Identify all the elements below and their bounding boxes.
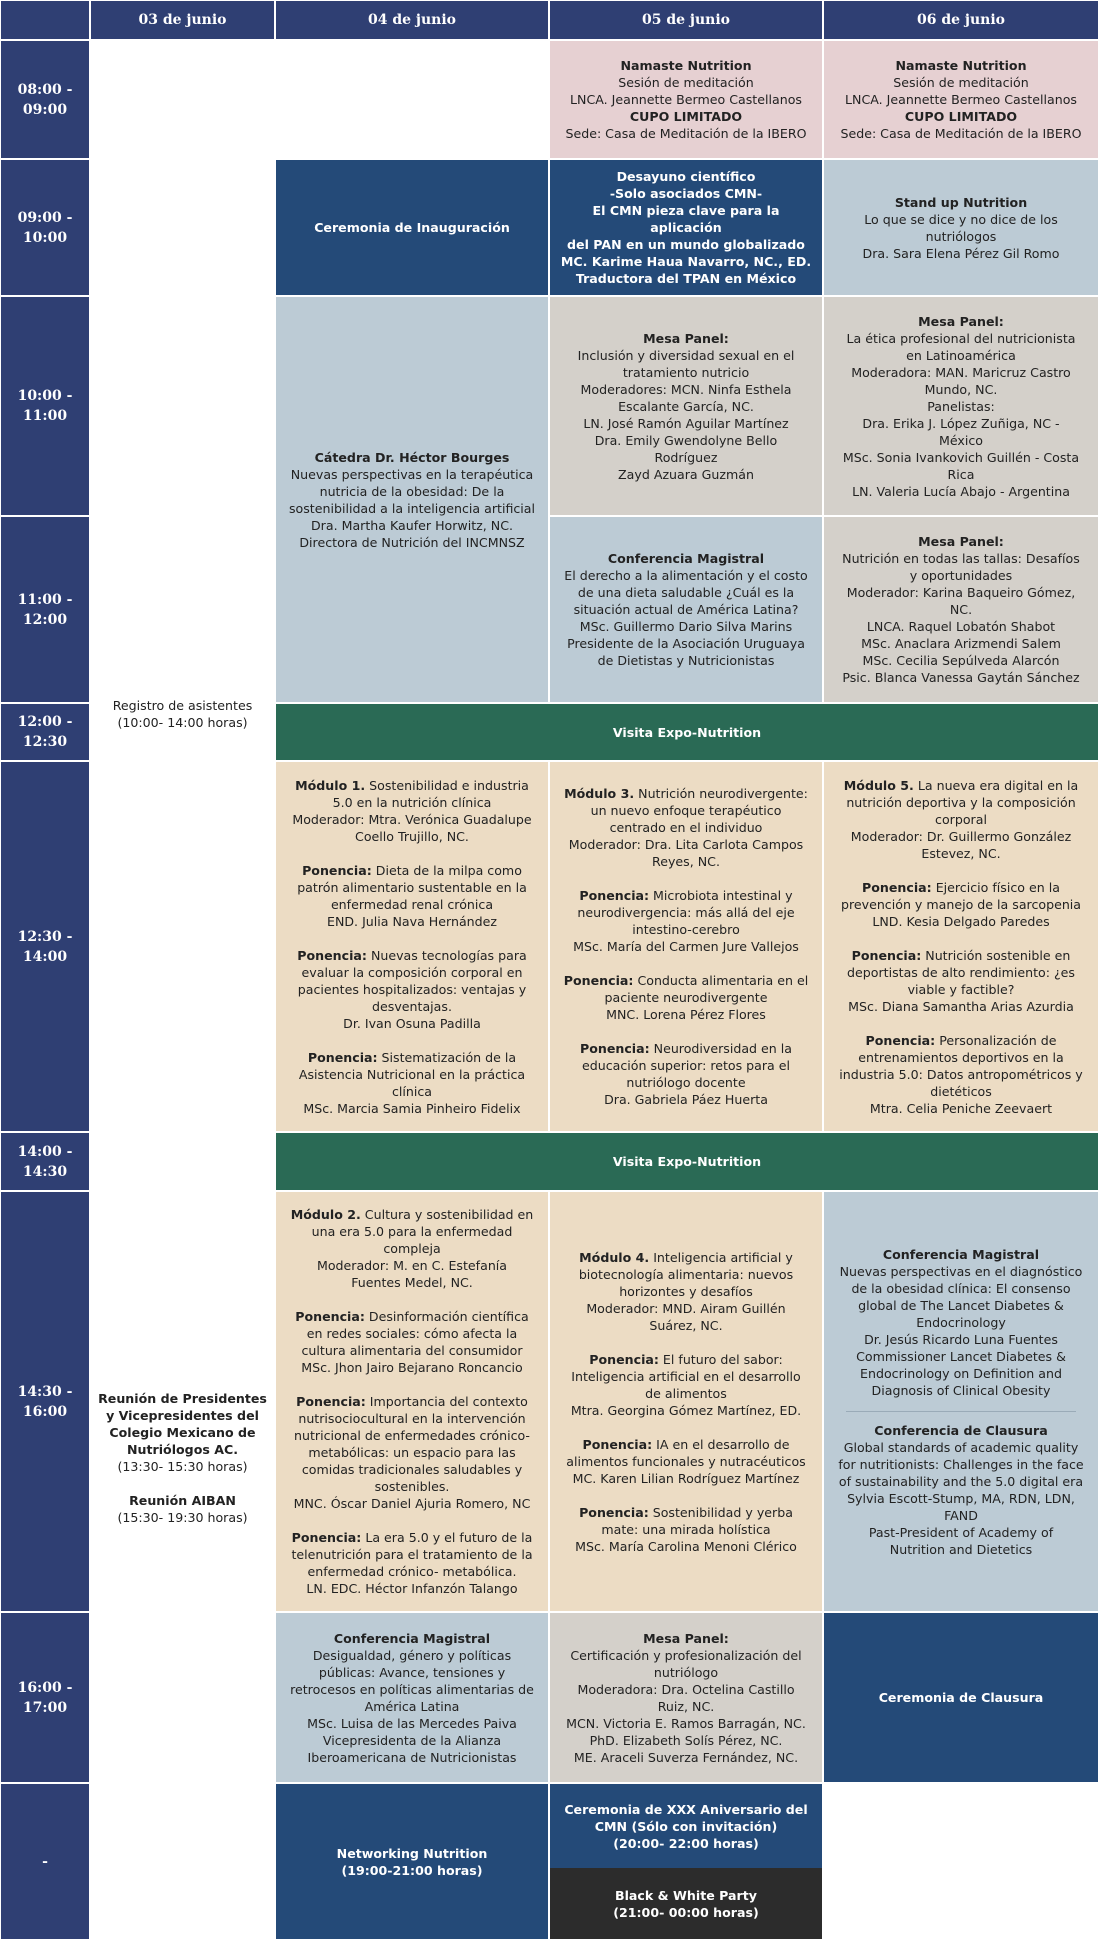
module-label: Módulo 2. <box>290 1207 361 1222</box>
event-line: públicas: Avance, tensiones y <box>318 1664 506 1680</box>
ponencia-label: Ponencia: <box>851 947 922 963</box>
event-line: patrón alimentario sustentable en la <box>297 879 527 895</box>
event-line: Inclusión y diversidad sexual en el <box>577 347 795 363</box>
event-line: sostenibles. <box>374 1479 450 1494</box>
event-line: educación superior: retos para el <box>581 1058 791 1073</box>
event-line: MSc. Guillermo Dario Silva Marins <box>579 619 793 634</box>
time-label: 14:00 - 14:30 <box>17 1143 73 1180</box>
event-line: CMN (Sólo con invitación) <box>594 1818 778 1834</box>
event-line: MSc. Diana Samantha Arias Azurdia <box>848 998 1074 1014</box>
event-line: intestino-cerebro <box>632 922 740 937</box>
event-title: Conferencia Magistral <box>882 1246 1040 1262</box>
day05-conferencia-magistral-1100 <box>550 517 822 702</box>
time-label: 14:30 - 16:00 <box>17 1383 73 1420</box>
day03-empty-morning <box>91 41 274 295</box>
ponencia-label: Ponencia: <box>302 862 372 878</box>
time-label: 12:00 - 12:30 <box>17 714 73 750</box>
event-line: México <box>939 432 983 448</box>
event-line: El futuro del sabor: <box>658 1351 783 1367</box>
event-line: MC. Karime Haua Navarro, NC., ED. <box>560 254 812 269</box>
event-title: Visita Expo-Nutrition <box>612 1154 762 1169</box>
day04-modulo-2 <box>276 1192 548 1611</box>
event-line: Reyes, NC. <box>652 854 720 869</box>
event-line: Moderador: M. en C. Estefanía <box>316 1258 508 1273</box>
day05-ceremonia-aniversario <box>550 1784 822 1868</box>
event-line: Moderador: Karina Baqueiro Gómez, <box>846 585 1076 600</box>
event-line: MNC. Óscar Daniel Ajuria Romero, NC <box>293 1496 531 1511</box>
event-line: MSc. Anaclara Arizmendi Salem <box>861 636 1061 651</box>
event-line: dietéticos <box>930 1083 992 1099</box>
event-line: LNCA. Raquel Lobatón Shabot <box>866 619 1056 634</box>
reunion-line: y Vicepresidentes del <box>106 1407 259 1423</box>
event-line: LN. José Ramón Aguilar Martínez <box>583 415 789 431</box>
event-line: Dr. Jesús Ricardo Luna Fuentes <box>864 1331 1058 1347</box>
time-label: 11:00 - 12:00 <box>17 591 73 628</box>
event-line: industria 5.0: Datos antropométricos y <box>839 1066 1083 1082</box>
event-line: paciente neurodivergente <box>604 990 768 1005</box>
event-line: situación actual de América Latina? <box>573 602 799 617</box>
event-line: Moderador: Mtra. Verónica Guadalupe <box>292 811 532 827</box>
event-line: NC. <box>949 602 973 617</box>
event-line: prevención y manejo de la sarcopenia <box>840 896 1082 912</box>
event-line: Diagnosis of Clinical Obesity <box>871 1382 1051 1398</box>
event-hours: (19:00-21:00 horas) <box>341 1862 483 1878</box>
ponencia-label: Ponencia: <box>862 879 932 895</box>
event-line: Directora de Nutrición del INCMNSZ <box>299 534 525 550</box>
event-title: Mesa Panel: <box>918 534 1004 549</box>
event-line: de Dietistas y Nutricionistas <box>597 653 775 668</box>
event-line: Sostenibilidad y yerba <box>648 1504 793 1520</box>
ponencia-label: Ponencia: <box>297 947 367 963</box>
event-line: Zayd Azuara Guzmán <box>618 466 754 482</box>
event-line: El derecho a la alimentación y el costo <box>564 568 808 583</box>
ponencia-label: Ponencia: <box>295 1309 365 1324</box>
event-line: CUPO LIMITADO <box>629 109 743 124</box>
event-line: MCN. Victoria E. Ramos Barragán, NC. <box>566 1715 806 1731</box>
event-line: compleja <box>383 1241 441 1256</box>
event-line: MSc. Luisa de las Mercedes Paiva <box>307 1715 517 1731</box>
event-title: Stand up Nutrition <box>894 194 1028 210</box>
time-slot-evening <box>1 1784 89 1939</box>
event-title: Namaste Nutrition <box>895 58 1027 73</box>
event-line: Inteligencia artificial y <box>649 1249 793 1265</box>
day06-namaste <box>824 41 1098 158</box>
header-day-06 <box>824 1 1098 39</box>
event-line: Conducta alimentaria en el <box>633 973 809 988</box>
day04-empty-0800 <box>276 41 548 158</box>
event-title: Ceremonia de Inauguración <box>314 220 510 235</box>
event-line: Microbiota intestinal y <box>649 888 793 903</box>
event-line: mate: una mirada holística <box>601 1521 771 1537</box>
event-line: América Latina <box>364 1698 460 1714</box>
module-label: Módulo 5. <box>843 777 914 793</box>
event-line: CUPO LIMITADO <box>904 109 1018 124</box>
event-line: Sede: Casa de Meditación de la IBERO <box>840 126 1082 141</box>
event-line: nutrisociocultural en la intervención <box>298 1411 526 1426</box>
event-line: LN. EDC. Héctor Infanzón Talango <box>306 1581 518 1596</box>
event-line: MNC. Lorena Pérez Flores <box>606 1007 766 1022</box>
day06-mesa-panel-1100 <box>824 517 1098 702</box>
event-line: Escalante García, NC. <box>618 398 754 414</box>
event-line: Coello Trujillo, NC. <box>355 828 469 844</box>
event-title: Desayuno científico <box>616 169 756 184</box>
event-title: Mesa Panel: <box>918 313 1004 329</box>
event-line: -Solo asociados CMN- <box>609 186 763 201</box>
event-title: Black & White Party <box>615 1887 757 1903</box>
ponencia-label: Ponencia: <box>582 1436 653 1452</box>
event-line: Certificación y profesionalización del <box>570 1647 802 1663</box>
event-title: Conferencia Magistral <box>607 551 765 566</box>
time-label: 09:00 - 10:00 <box>17 209 73 246</box>
event-line: viable y factible? <box>907 981 1015 997</box>
module-label: Módulo 4. <box>579 1249 650 1265</box>
day05-modulo-4 <box>550 1192 822 1611</box>
event-line: Suárez, NC. <box>649 1317 723 1333</box>
day05-black-white-party <box>550 1868 822 1939</box>
event-line: Rodríguez <box>654 449 718 465</box>
event-line: Fuentes Medel, NC. <box>351 1275 473 1290</box>
event-line: Nutrición en todas las tallas: Desafíos <box>842 551 1080 566</box>
event-line: horizontes y desafíos <box>619 1283 753 1299</box>
event-line: telenutrición para el tratamiento de la <box>291 1547 533 1562</box>
event-line: Psic. Blanca Vanessa Gaytán Sánchez <box>842 670 1080 685</box>
ponencia-label: Ponencia: <box>563 973 634 988</box>
time-slot-1600 <box>1 1613 89 1782</box>
day06-empty-evening <box>824 1784 1098 1939</box>
event-line: Ejercicio físico en la <box>931 879 1060 895</box>
event-line: Dra. Emily Gwendolyne Bello <box>594 432 778 448</box>
event-line: una era 5.0 para la enfermedad <box>311 1224 513 1239</box>
event-line: Mtra. Celia Peniche Zeevaert <box>869 1100 1053 1116</box>
event-title: Mesa Panel: <box>643 330 729 346</box>
event-line: comidas tradicionales saludables y <box>301 1462 523 1477</box>
header-corner <box>1 1 89 39</box>
event-line: sostenibilidad a la inteligencia artificial <box>288 500 536 516</box>
event-line: IA en el desarrollo de <box>652 1436 790 1452</box>
event-title: Ceremonia de Clausura <box>878 1690 1044 1705</box>
event-line: Neurodiversidad en la <box>649 1041 793 1056</box>
event-line: Dra. Sara Elena Pérez Gil Romo <box>862 245 1060 261</box>
event-line: Nutrition and Dietetics <box>889 1541 1033 1557</box>
day06-ceremonia-clausura <box>824 1613 1098 1782</box>
time-slot-1000 <box>1 297 89 515</box>
time-slot-1430 <box>1 1192 89 1611</box>
registro-title: Registro de asistentes <box>112 698 253 713</box>
event-line: nutrición deportiva y la composición <box>846 794 1076 810</box>
reunion-aiban-title: Reunión AIBAN <box>129 1492 236 1508</box>
event-title: Namaste Nutrition <box>620 58 752 73</box>
ponencia-label: Ponencia: <box>865 1032 936 1048</box>
ponencia-label: Ponencia: <box>579 888 650 903</box>
day05-desayuno-cientifico <box>550 160 822 295</box>
day05-modulo-3 <box>550 762 822 1131</box>
event-line: El CMN pieza clave para la aplicación <box>592 203 780 235</box>
header-label: 03 de junio <box>138 11 227 28</box>
time-label: 12:30 - 14:00 <box>17 928 73 965</box>
event-line: en Latinoamérica <box>906 347 1016 363</box>
event-line: Sesión de meditación <box>893 75 1029 90</box>
event-line: un nuevo enfoque terapéutico <box>590 803 782 818</box>
day06-mesa-panel-1000 <box>824 297 1098 515</box>
event-line: MSc. Cecilia Sepúlveda Alarcón <box>862 653 1060 668</box>
event-line: Nutrición neurodivergente: <box>634 786 808 801</box>
event-line: Moderador: Dra. Lita Carlota Campos <box>568 837 804 852</box>
event-line: Moderador: Dr. Guillermo González <box>850 828 1072 844</box>
event-line: clínica <box>391 1083 433 1099</box>
event-line: La ética profesional del nutricionista <box>846 330 1076 346</box>
event-line: Sesión de meditación <box>618 75 754 90</box>
day04-networking <box>276 1784 548 1939</box>
divider <box>846 1411 1077 1412</box>
event-line: Lo que se dice y no dice de los <box>864 211 1058 227</box>
event-line: La era 5.0 y el futuro de la <box>361 1530 533 1545</box>
event-line: cultura alimentaria del consumidor <box>301 1343 523 1358</box>
visita-expo-1200 <box>276 704 1098 760</box>
reunion-aiban-hours: (15:30- 19:30 horas) <box>117 1509 248 1525</box>
event-line: Commissioner Lancet Diabetes & <box>856 1348 1066 1364</box>
event-line: nutriólogos <box>925 228 997 244</box>
event-line: Nuevas tecnologías para <box>366 947 527 963</box>
event-line: Importancia del contexto <box>365 1394 528 1409</box>
event-line: Traductora del TPAN en México <box>575 271 797 286</box>
event-line: for nutritionists: Challenges in the face <box>838 1456 1084 1472</box>
reunion-line: Colegio Mexicano de <box>109 1424 256 1440</box>
event-line: Dra. Erika J. López Zuñiga, NC - <box>862 415 1060 431</box>
ponencia-label: Ponencia: <box>296 1394 366 1409</box>
event-line: Sede: Casa de Meditación de la IBERO <box>565 126 807 141</box>
event-line: ME. Araceli Suverza Fernández, NC. <box>573 1749 799 1765</box>
event-line: MSc. María Carolina Menoni Clérico <box>575 1538 797 1554</box>
event-line: enfermedad crónico- metabólica. <box>307 1564 517 1579</box>
day05-namaste <box>550 41 822 158</box>
event-line: Endocrinology on Definition and <box>860 1365 1062 1381</box>
day05-mesa-panel-1000 <box>550 297 822 515</box>
event-line: FAND <box>944 1507 978 1523</box>
header-label: 06 de junio <box>916 11 1005 28</box>
event-line: desventajas. <box>372 998 452 1014</box>
event-line: nutricia de la obesidad: De la <box>319 483 505 499</box>
event-line: Moderadores: MCN. Ninfa Esthela <box>580 381 792 397</box>
header-day-03 <box>91 1 274 39</box>
time-slot-0800 <box>1 41 89 158</box>
event-line: y oportunidades <box>909 568 1013 583</box>
event-line: nutricional de enfermedades crónico- <box>294 1428 530 1443</box>
event-hours: (21:00- 00:00 horas) <box>613 1904 759 1920</box>
event-title: Networking Nutrition <box>336 1845 488 1861</box>
time-slot-1100 <box>1 517 89 702</box>
event-line: LND. Kesia Delgado Paredes <box>872 913 1050 929</box>
day06-modulo-5 <box>824 762 1098 1131</box>
event-line: metabólicas: un espacio para las <box>308 1445 516 1460</box>
event-line: Personalización de <box>935 1032 1057 1048</box>
event-line: de alimentos <box>645 1385 727 1401</box>
event-line: MC. Karen Lilian Rodríguez Martínez <box>572 1470 800 1486</box>
header-day-05 <box>550 1 822 39</box>
time-label: 10:00 - 11:00 <box>17 388 73 424</box>
event-line: de la obesidad clínica: El consenso <box>851 1280 1071 1296</box>
event-line: Cultura y sostenibilidad en <box>360 1207 534 1222</box>
event-line: evaluar la composición corporal en <box>301 964 523 980</box>
reunion-hours: (13:30- 15:30 horas) <box>117 1458 248 1474</box>
day04-catedra-bourges <box>276 297 548 702</box>
day04-conferencia-magistral-1600 <box>276 1613 548 1782</box>
event-line: neurodivergencia: más allá del eje <box>577 905 795 920</box>
event-line: de una dieta saludable ¿Cuál es la <box>577 585 795 600</box>
header-day-04 <box>276 1 548 39</box>
ponencia-label: Ponencia: <box>291 1530 362 1545</box>
event-line: Moderadora: MAN. Maricruz Castro <box>851 364 1071 380</box>
event-line: Asistencia Nutricional en la práctica <box>298 1066 526 1082</box>
event-line: pacientes hospitalizados: ventajas y <box>297 981 527 997</box>
event-line: centrado en el individuo <box>609 820 763 835</box>
ponencia-label: Ponencia: <box>579 1504 649 1520</box>
event-line: Sistematización de la <box>377 1049 517 1065</box>
event-line: Dr. Ivan Osuna Padilla <box>343 1015 481 1031</box>
event-line: deportistas de alto rendimiento: ¿es <box>847 964 1075 980</box>
event-line: Dieta de la milpa como <box>371 862 522 878</box>
event-title: Cátedra Dr. Héctor Bourges <box>314 449 510 465</box>
event-line: corporal <box>935 811 987 827</box>
event-line: MSc. Sonia Ivankovich Guillén - Costa <box>842 449 1080 465</box>
time-label: 16:00 - 17:00 <box>17 1679 73 1716</box>
event-line: Ruiz, NC. <box>657 1698 715 1714</box>
ponencia-label: Ponencia: <box>307 1049 378 1065</box>
event-hours: (20:00- 22:00 horas) <box>613 1835 759 1851</box>
event-line: Global standards of academic quality <box>843 1439 1079 1455</box>
time-label: - <box>42 1853 48 1870</box>
event-line: entrenamientos deportivos en la <box>858 1049 1064 1065</box>
event-line: global de The Lancet Diabetes & <box>858 1297 1064 1313</box>
event-line: Desinformación científica <box>364 1309 529 1324</box>
event-line: Rica <box>947 466 975 482</box>
day04-modulo-1 <box>276 762 548 1131</box>
event-line: Desigualdad, género y políticas <box>312 1647 512 1663</box>
event-line: PhD. Elizabeth Solís Pérez, NC. <box>589 1732 783 1748</box>
event-line: Nuevas perspectivas en el diagnóstico <box>839 1263 1083 1279</box>
registro-hours: (10:00- 14:00 horas) <box>117 715 248 730</box>
event-line: Endocrinology <box>916 1314 1006 1330</box>
header-label: 04 de junio <box>367 11 456 28</box>
event-line: nutriólogo <box>653 1664 719 1680</box>
event-line: MSc. Jhon Jairo Bejarano Roncancio <box>301 1360 523 1375</box>
event-title: Conferencia de Clausura <box>874 1422 1048 1438</box>
event-line: LN. Valeria Lucía Abajo - Argentina <box>852 483 1070 499</box>
event-line: Nuevas perspectivas en la terapéutica <box>290 466 534 482</box>
event-title: Ceremonia de XXX Aniversario del <box>564 1801 808 1817</box>
event-line: Mundo, NC. <box>924 381 998 397</box>
event-title: Conferencia Magistral <box>333 1630 491 1646</box>
event-title: Visita Expo-Nutrition <box>612 724 762 740</box>
event-title: Mesa Panel: <box>643 1630 729 1646</box>
event-line: Sylvia Escott-Stump, MA, RDN, LDN, <box>847 1490 1075 1506</box>
ponencia-label: Ponencia: <box>589 1351 659 1367</box>
event-line: Nutrición sostenible en <box>921 947 1071 963</box>
event-line: Presidente de la Asociación Uruguaya <box>567 636 805 651</box>
event-line: enfermedad renal crónica <box>330 896 494 912</box>
day06-stand-up-nutrition <box>824 160 1098 295</box>
time-slot-1200 <box>1 704 89 760</box>
time-slot-1230 <box>1 762 89 1131</box>
event-line: tratamiento nutricio <box>622 364 750 380</box>
event-line: Moderador: MND. Airam Guillén <box>586 1300 786 1316</box>
event-line: Panelistas: <box>927 398 995 414</box>
event-line: Estevez, NC. <box>921 845 1001 861</box>
event-line: retrocesos en políticas alimentarias de <box>290 1681 534 1697</box>
event-line: La nueva era digital en la <box>913 777 1079 793</box>
event-line: Dra. Martha Kaufer Horwitz, NC. <box>310 517 514 533</box>
day03-registro <box>91 297 274 1131</box>
event-line: MSc. María del Carmen Jure Vallejos <box>573 939 799 954</box>
event-line: Iberoamericana de Nutricionistas <box>307 1749 517 1765</box>
time-slot-1400 <box>1 1133 89 1190</box>
header-label: 05 de junio <box>641 11 730 28</box>
event-line: en redes sociales: cómo afecta la <box>306 1326 518 1341</box>
day06-conferencias-1430 <box>824 1192 1098 1611</box>
event-line: of sustainability and the 5.0 digital era <box>838 1473 1084 1489</box>
event-line: alimentos funcionales y nutracéuticos <box>566 1453 806 1469</box>
day05-mesa-panel-1600 <box>550 1613 822 1782</box>
event-line: Moderadora: Dra. Octelina Castillo <box>577 1681 795 1697</box>
time-slot-0900 <box>1 160 89 295</box>
event-line: nutriólogo docente <box>626 1075 746 1090</box>
module-label: Módulo 1. <box>295 777 366 793</box>
event-line: del PAN en un mundo globalizado <box>567 237 805 252</box>
event-line: Sostenibilidad e industria <box>365 777 529 793</box>
day03-empty-evening <box>91 1784 274 1939</box>
event-line: Past-President of Academy of <box>868 1524 1054 1540</box>
ponencia-label: Ponencia: <box>579 1041 650 1056</box>
event-line: 5.0 en la nutrición clínica <box>332 794 492 810</box>
reunion-line: Nutriólogos AC. <box>127 1441 238 1457</box>
day03-reunion <box>91 1133 274 1782</box>
time-label: 08:00 - 09:00 <box>17 81 73 118</box>
event-line: LNCA. Jeannette Bermeo Castellanos <box>570 92 802 107</box>
module-label: Módulo 3. <box>564 786 635 801</box>
event-line: Dra. Gabriela Páez Huerta <box>604 1092 768 1107</box>
event-line: MSc. Marcia Samia Pinheiro Fidelix <box>303 1100 521 1116</box>
event-line: END. Julia Nava Hernández <box>326 913 497 929</box>
event-line: Vicepresidenta de la Alianza <box>322 1732 502 1748</box>
event-line: biotecnología alimentaria: nuevos <box>578 1266 794 1282</box>
event-line: Inteligencia artificial en el desarrollo <box>571 1368 801 1384</box>
visita-expo-1400 <box>276 1133 1098 1190</box>
day04-ceremonia-inauguracion <box>276 160 548 295</box>
event-line: Mtra. Georgina Gómez Martínez, ED. <box>570 1402 802 1418</box>
reunion-line: Reunión de Presidentes <box>98 1390 267 1406</box>
event-line: LNCA. Jeannette Bermeo Castellanos <box>845 92 1077 107</box>
